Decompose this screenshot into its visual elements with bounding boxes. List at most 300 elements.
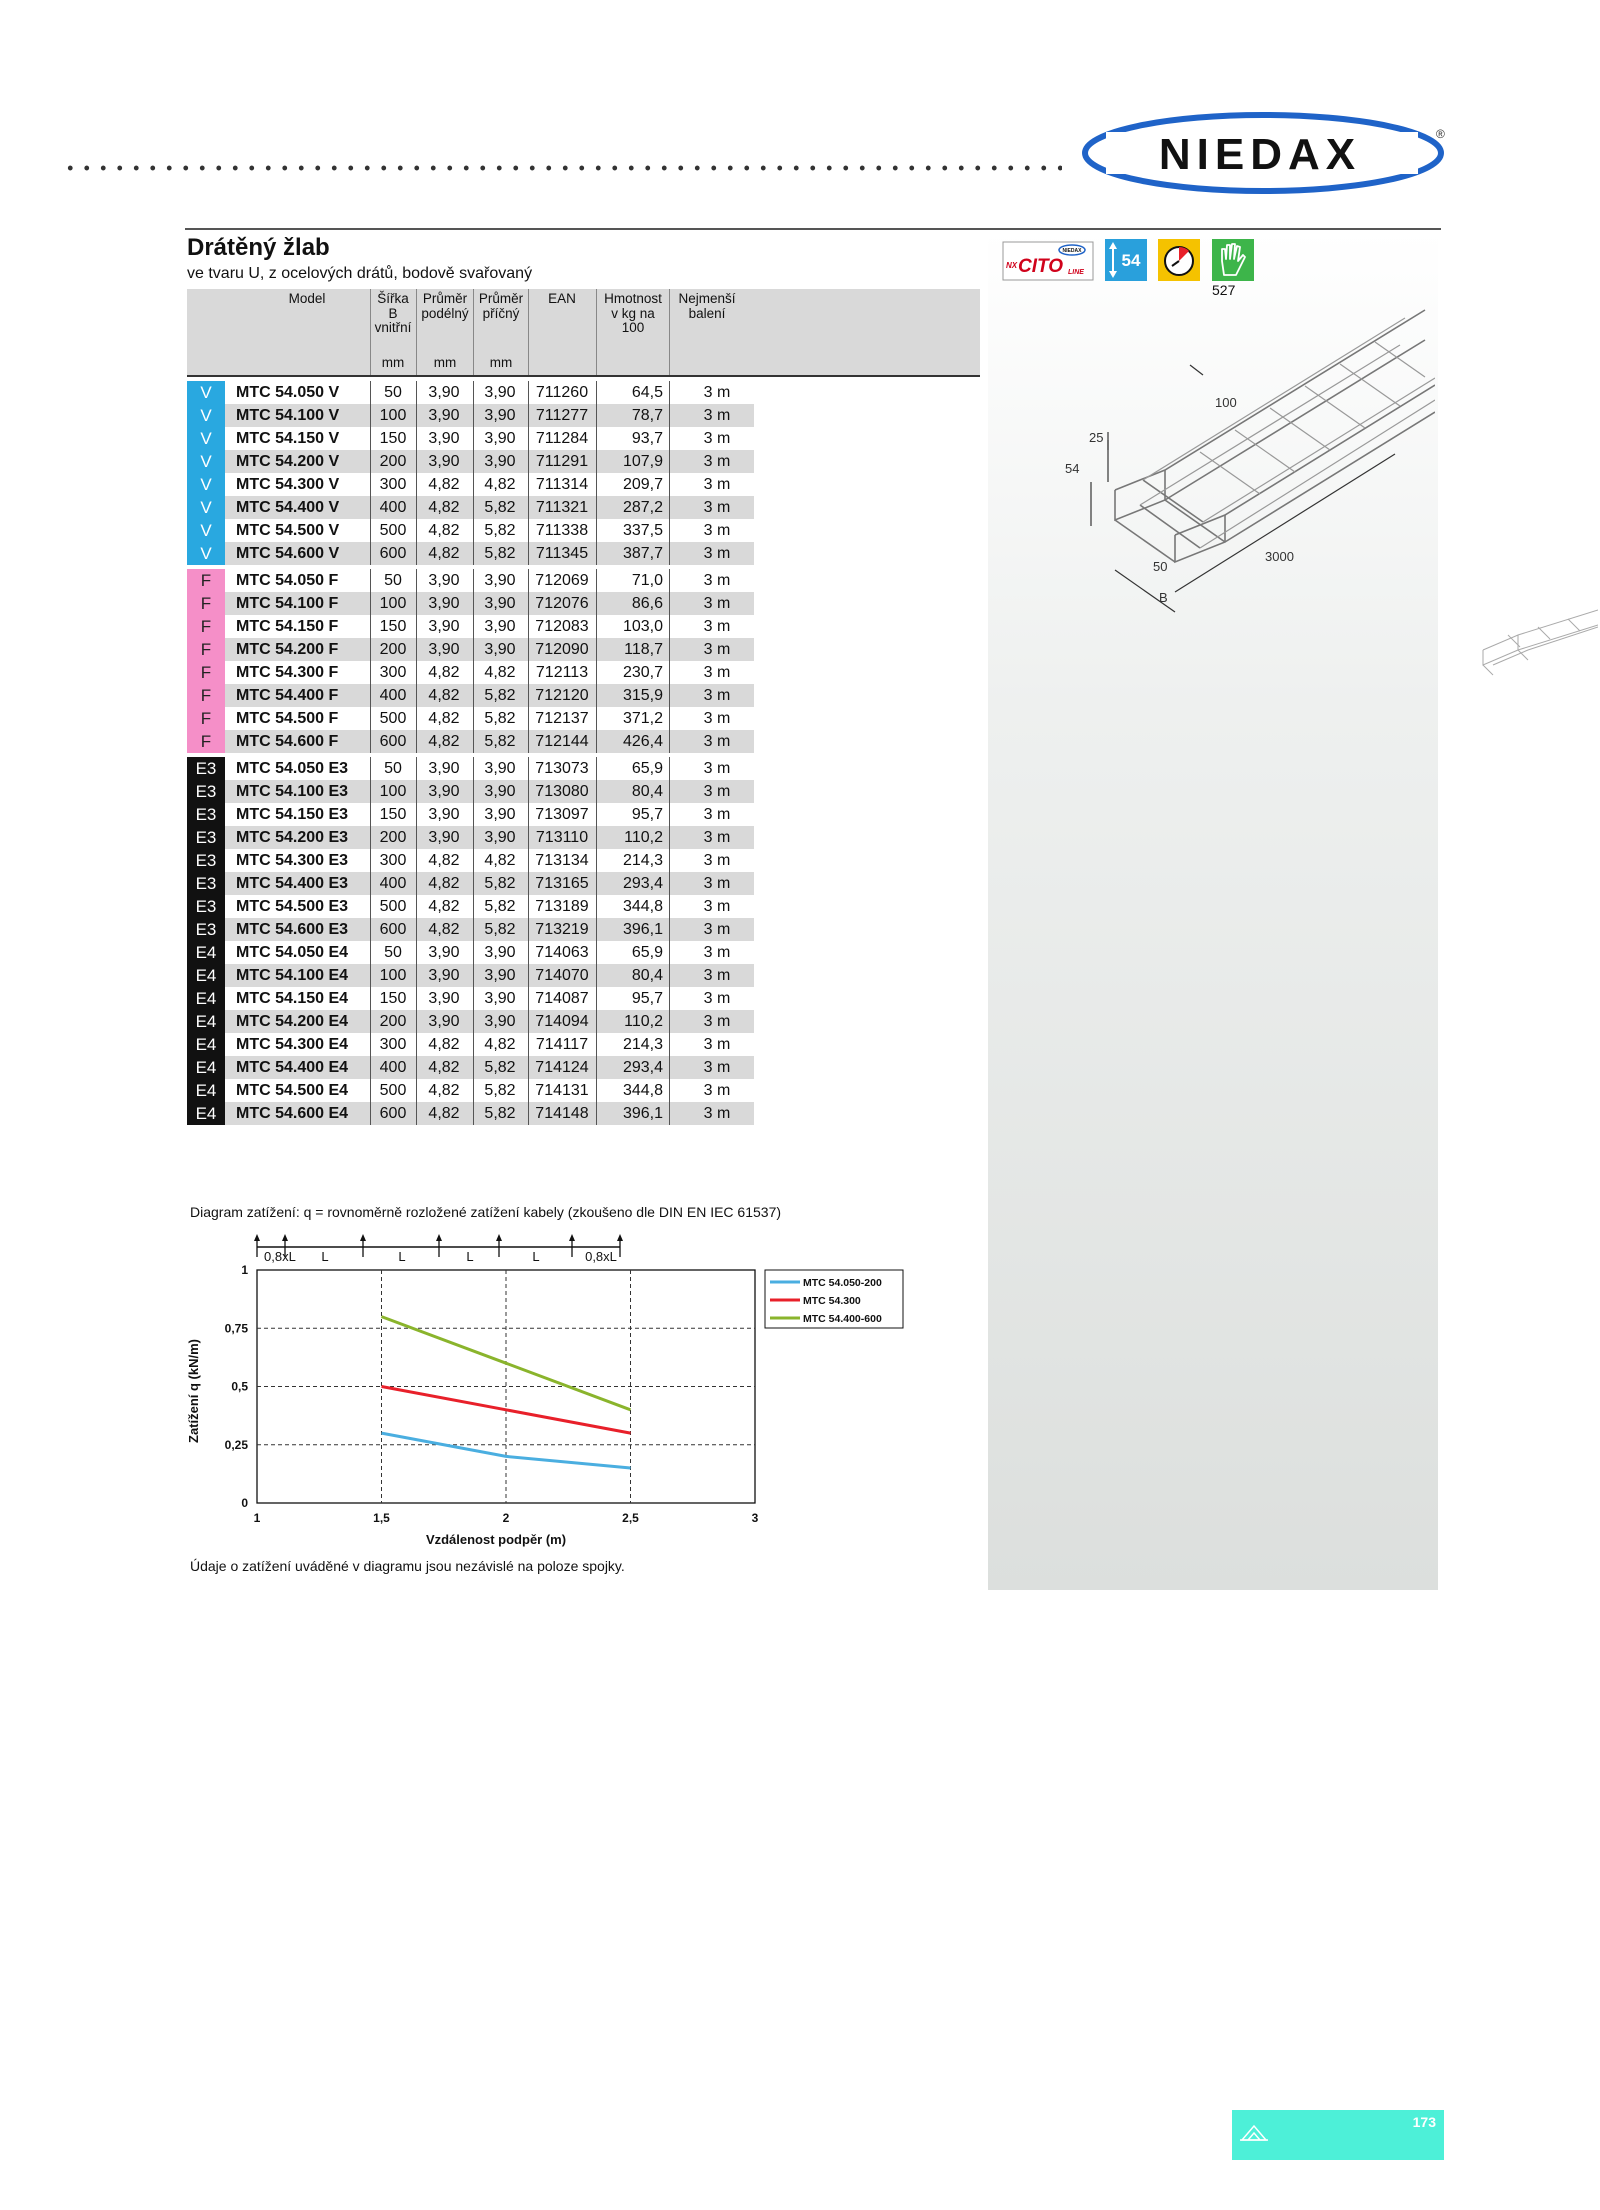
- packaging-cell: 3 m: [703, 453, 731, 470]
- cross-diameter-cell: 3,90: [484, 572, 516, 589]
- long-diameter-cell: 3,90: [428, 806, 460, 823]
- model-cell: MTC 54.600 E4: [236, 1105, 349, 1122]
- header-model: Model: [288, 291, 326, 306]
- support-arrowhead: [496, 1234, 502, 1241]
- support-arrowhead: [617, 1234, 623, 1241]
- model-cell: MTC 54.100 F: [236, 595, 339, 612]
- model-cell: MTC 54.200 E4: [236, 1013, 349, 1030]
- packaging-cell: 3 m: [703, 430, 731, 447]
- model-cell: MTC 54.200 F: [236, 641, 339, 658]
- width-cell: 50: [384, 384, 402, 401]
- finish-badge: E4: [187, 1010, 225, 1033]
- weight-cell: 103,0: [622, 618, 663, 635]
- width-cell: 200: [379, 1013, 407, 1030]
- table-row: [187, 707, 754, 730]
- cross-diameter-cell: 4,82: [484, 664, 516, 681]
- long-diameter-cell: 3,90: [428, 595, 460, 612]
- long-diameter-cell: 4,82: [428, 499, 460, 516]
- long-diameter-cell: 3,90: [428, 829, 460, 846]
- cross-diameter-cell: 5,82: [484, 1059, 516, 1076]
- packaging-cell: 3 m: [703, 687, 731, 704]
- packaging-cell: 3 m: [703, 733, 731, 750]
- table-group: [187, 757, 754, 1125]
- packaging-cell: 3 m: [703, 710, 731, 727]
- packaging-cell: 3 m: [703, 1082, 731, 1099]
- dim-3000-label: 3000: [1265, 549, 1294, 564]
- ean-cell: 713080: [535, 783, 589, 800]
- table-header: [187, 289, 980, 377]
- ean-cell: 713073: [535, 760, 589, 777]
- x-axis-label: Vzdálenost podpěr (m): [425, 1532, 567, 1547]
- weight-cell: 95,7: [631, 806, 663, 823]
- table-row: [187, 450, 754, 473]
- table-row: [187, 404, 754, 427]
- table-row: [187, 1079, 754, 1102]
- ean-cell: 712144: [535, 733, 589, 750]
- width-cell: 150: [379, 430, 407, 447]
- finish-badge: F: [187, 707, 225, 730]
- width-cell: 50: [384, 760, 402, 777]
- width-cell: 600: [379, 733, 407, 750]
- ean-cell: 712076: [535, 595, 589, 612]
- table-row: [187, 473, 754, 496]
- width-cell: 200: [379, 641, 407, 658]
- table-row: [187, 895, 754, 918]
- dim-100-label: 100: [1215, 395, 1237, 410]
- packaging-cell: 3 m: [703, 921, 731, 938]
- y-tick-label: 1: [241, 1263, 248, 1277]
- cross-diameter-cell: 5,82: [484, 875, 516, 892]
- table-row: [187, 638, 754, 661]
- ean-cell: 714148: [535, 1105, 589, 1122]
- long-diameter-cell: 4,82: [428, 710, 460, 727]
- cross-diameter-cell: 3,90: [484, 760, 516, 777]
- weight-cell: 287,2: [622, 499, 663, 516]
- weight-cell: 80,4: [631, 967, 663, 984]
- span-label: 0,8xL: [264, 1249, 296, 1264]
- table-row: [187, 780, 754, 803]
- long-diameter-cell: 4,82: [428, 852, 460, 869]
- ean-cell: 711338: [535, 522, 589, 539]
- weight-cell: 214,3: [622, 852, 663, 869]
- ean-cell: 711260: [535, 384, 589, 401]
- finish-badge: F: [187, 661, 225, 684]
- weight-cell: 387,7: [622, 545, 663, 562]
- cross-diameter-cell: 5,82: [484, 1082, 516, 1099]
- model-cell: MTC 54.100 E3: [236, 783, 349, 800]
- ean-cell: 714124: [535, 1059, 589, 1076]
- long-diameter-cell: 3,90: [428, 760, 460, 777]
- long-diameter-cell: 3,90: [428, 407, 460, 424]
- ean-cell: 714094: [535, 1013, 589, 1030]
- finish-badge: E3: [187, 895, 225, 918]
- packaging-cell: 3 m: [703, 407, 731, 424]
- packaging-cell: 3 m: [703, 760, 731, 777]
- finish-badge: E4: [187, 1033, 225, 1056]
- weight-cell: 293,4: [622, 875, 663, 892]
- long-diameter-cell: 4,82: [428, 733, 460, 750]
- support-arrowhead: [436, 1234, 442, 1241]
- width-cell: 400: [379, 687, 407, 704]
- long-diameter-cell: 4,82: [428, 1036, 460, 1053]
- support-arrowhead: [569, 1234, 575, 1241]
- weight-cell: 315,9: [622, 687, 663, 704]
- finish-badge: F: [187, 638, 225, 661]
- diagram-title: Diagram zatížení: q = rovnoměrně rozložené zatížení kabely (zkoušeno dle DIN EN IEC 61537): [190, 1204, 782, 1220]
- legend-entry: MTC 54.050-200: [803, 1277, 882, 1289]
- table-row: [187, 803, 754, 826]
- citoline-icon: [1002, 241, 1094, 281]
- long-diameter-cell: 4,82: [428, 687, 460, 704]
- load-diagram: [180, 1225, 920, 1555]
- table-row: [187, 427, 754, 450]
- model-cell: MTC 54.050 V: [236, 384, 340, 401]
- table-row: [187, 826, 754, 849]
- long-diameter-cell: 4,82: [428, 1059, 460, 1076]
- support-arrowhead: [254, 1234, 260, 1241]
- packaging-cell: 3 m: [703, 641, 731, 658]
- finish-badge: F: [187, 592, 225, 615]
- model-cell: MTC 54.150 F: [236, 618, 339, 635]
- long-diameter-cell: 3,90: [428, 944, 460, 961]
- product-subtitle: ve tvaru U, z ocelových drátů, bodově svařovaný: [187, 265, 533, 282]
- table-row: [187, 684, 754, 707]
- y-tick-label: 0,75: [224, 1321, 248, 1336]
- ean-cell: 714087: [535, 990, 589, 1007]
- width-cell: 100: [379, 783, 407, 800]
- packaging-cell: 3 m: [703, 1013, 731, 1030]
- width-cell: 200: [379, 829, 407, 846]
- span-label: L: [532, 1249, 540, 1264]
- glove-hand-icon: [1212, 239, 1254, 281]
- page-number: 173: [1412, 2114, 1436, 2130]
- width-cell: 300: [379, 476, 407, 493]
- long-diameter-cell: 4,82: [428, 1082, 460, 1099]
- cross-diameter-cell: 4,82: [484, 476, 516, 493]
- packaging-cell: 3 m: [703, 829, 731, 846]
- packaging-cell: 3 m: [703, 664, 731, 681]
- width-cell: 200: [379, 453, 407, 470]
- svg-text:NX: NX: [1006, 261, 1018, 270]
- width-cell: 500: [379, 522, 407, 539]
- model-cell: MTC 54.100 V: [236, 407, 340, 424]
- weight-cell: 209,7: [622, 476, 663, 493]
- table-row: [187, 964, 754, 987]
- packaging-cell: 3 m: [703, 898, 731, 915]
- svg-text:NIEDAX: NIEDAX: [1062, 248, 1082, 254]
- cross-diameter-cell: 3,90: [484, 453, 516, 470]
- legend-entry: MTC 54.300: [803, 1295, 861, 1307]
- width-cell: 50: [384, 572, 402, 589]
- weight-cell: 396,1: [622, 1105, 663, 1122]
- width-cell: 300: [379, 852, 407, 869]
- model-cell: MTC 54.500 F: [236, 710, 339, 727]
- dim-54-label: 54: [1065, 461, 1080, 476]
- model-cell: MTC 54.400 E3: [236, 875, 349, 892]
- table-row: [187, 592, 754, 615]
- width-cell: 500: [379, 710, 407, 727]
- svg-text:CITO: CITO: [1018, 256, 1064, 277]
- finish-badge: E3: [187, 918, 225, 941]
- dotted-divider: [62, 162, 1062, 174]
- span-label: L: [398, 1249, 406, 1264]
- page-footer-box: [1232, 2110, 1444, 2160]
- width-cell: 400: [379, 499, 407, 516]
- model-cell: MTC 54.600 V: [236, 545, 340, 562]
- finish-badge: V: [187, 519, 225, 542]
- ean-cell: 712083: [535, 618, 589, 635]
- span-label: L: [321, 1249, 329, 1264]
- long-diameter-cell: 4,82: [428, 1105, 460, 1122]
- unit-width: mm: [381, 355, 405, 370]
- header-ean: EAN: [548, 291, 576, 306]
- legend-entry: MTC 54.400-600: [803, 1313, 882, 1325]
- packaging-cell: 3 m: [703, 1105, 731, 1122]
- finish-badge: E4: [187, 1056, 225, 1079]
- product-table: [187, 381, 754, 1129]
- cross-diameter-cell: 5,82: [484, 499, 516, 516]
- model-cell: MTC 54.400 E4: [236, 1059, 349, 1076]
- ean-cell: 714131: [535, 1082, 589, 1099]
- ean-cell: 713189: [535, 898, 589, 915]
- cross-diameter-cell: 3,90: [484, 618, 516, 635]
- cross-diameter-cell: 5,82: [484, 733, 516, 750]
- long-diameter-cell: 3,90: [428, 990, 460, 1007]
- weight-cell: 426,4: [622, 733, 663, 750]
- model-cell: MTC 54.300 V: [236, 476, 340, 493]
- finish-badge: E4: [187, 1102, 225, 1125]
- height-54-icon: [1105, 239, 1147, 281]
- x-tick-label: 2,5: [622, 1511, 639, 1525]
- ean-cell: 711314: [535, 476, 589, 493]
- table-row: [187, 519, 754, 542]
- brand-text: NIEDAX: [1158, 130, 1362, 179]
- weight-cell: 118,7: [624, 641, 663, 658]
- header-long-diameter: Průměr podélný: [421, 291, 469, 321]
- header-width: Šířka B vnitřní: [374, 291, 412, 335]
- ean-cell: 714070: [535, 967, 589, 984]
- table-row: [187, 918, 754, 941]
- cross-diameter-cell: 3,90: [484, 990, 516, 1007]
- x-tick-label: 2: [502, 1511, 510, 1525]
- ean-cell: 713134: [535, 852, 589, 869]
- finish-badge: E3: [187, 757, 225, 780]
- finish-badge: F: [187, 684, 225, 707]
- ean-cell: 711291: [535, 453, 589, 470]
- width-cell: 100: [379, 967, 407, 984]
- ean-cell: 711345: [535, 545, 589, 562]
- dim-b-label: B: [1159, 590, 1168, 605]
- ean-cell: 713097: [535, 806, 589, 823]
- finish-badge: E3: [187, 780, 225, 803]
- finish-badge: F: [187, 730, 225, 753]
- cross-diameter-cell: 5,82: [484, 921, 516, 938]
- y-axis-label: Zatížení q (kN/m): [186, 1338, 201, 1444]
- weight-cell: 371,2: [622, 710, 663, 727]
- finish-badge: V: [187, 473, 225, 496]
- ean-cell: 713110: [535, 829, 589, 846]
- weight-cell: 78,7: [631, 407, 663, 424]
- ean-cell: 714117: [535, 1036, 589, 1053]
- model-cell: MTC 54.050 F: [236, 572, 339, 589]
- model-cell: MTC 54.100 E4: [236, 967, 349, 984]
- packaging-cell: 3 m: [703, 476, 731, 493]
- long-diameter-cell: 3,90: [428, 967, 460, 984]
- packaging-cell: 3 m: [703, 499, 731, 516]
- table-group: [187, 381, 754, 565]
- packaging-cell: 3 m: [703, 783, 731, 800]
- model-cell: MTC 54.200 V: [236, 453, 340, 470]
- model-cell: MTC 54.500 V: [236, 522, 340, 539]
- cross-diameter-cell: 4,82: [484, 852, 516, 869]
- packaging-cell: 3 m: [703, 618, 731, 635]
- packaging-cell: 3 m: [703, 522, 731, 539]
- ean-cell: 711284: [535, 430, 589, 447]
- width-cell: 150: [379, 806, 407, 823]
- quick-clock-icon: [1158, 239, 1200, 281]
- long-diameter-cell: 4,82: [428, 664, 460, 681]
- width-cell: 400: [379, 1059, 407, 1076]
- weight-cell: 71,0: [631, 572, 663, 589]
- wire-tray-drawing: [1055, 300, 1435, 630]
- packaging-cell: 3 m: [703, 806, 731, 823]
- packaging-cell: 3 m: [703, 852, 731, 869]
- packaging-cell: 3 m: [703, 944, 731, 961]
- width-cell: 600: [379, 1105, 407, 1122]
- long-diameter-cell: 3,90: [428, 641, 460, 658]
- finish-badge: E4: [187, 964, 225, 987]
- product-title: Drátěný žlab: [187, 234, 330, 261]
- cross-diameter-cell: 5,82: [484, 1105, 516, 1122]
- cross-diameter-cell: 3,90: [484, 783, 516, 800]
- ean-cell: 713165: [535, 875, 589, 892]
- header-cross-diameter: Průměr příčný: [478, 291, 524, 321]
- finish-badge: F: [187, 615, 225, 638]
- width-cell: 500: [379, 1082, 407, 1099]
- packaging-cell: 3 m: [703, 545, 731, 562]
- long-diameter-cell: 4,82: [428, 898, 460, 915]
- model-cell: MTC 54.400 F: [236, 687, 339, 704]
- packaging-cell: 3 m: [703, 595, 731, 612]
- tray-outline-icon: [1238, 2118, 1270, 2150]
- model-cell: MTC 54.200 E3: [236, 829, 349, 846]
- weight-cell: 65,9: [631, 760, 663, 777]
- registered-mark: ®: [1436, 127, 1445, 141]
- ean-cell: 711321: [535, 499, 589, 516]
- y-tick-label: 0,25: [224, 1437, 248, 1452]
- cross-diameter-cell: 3,90: [484, 407, 516, 424]
- model-cell: MTC 54.150 V: [236, 430, 340, 447]
- model-cell: MTC 54.050 E4: [236, 944, 349, 961]
- model-cell: MTC 54.050 E3: [236, 760, 349, 777]
- ean-cell: 714063: [535, 944, 589, 961]
- width-cell: 300: [379, 1036, 407, 1053]
- cross-diameter-cell: 3,90: [484, 595, 516, 612]
- cross-diameter-cell: 3,90: [484, 806, 516, 823]
- finish-badge: E4: [187, 1079, 225, 1102]
- long-diameter-cell: 3,90: [428, 618, 460, 635]
- table-row: [187, 872, 754, 895]
- table-row: [187, 730, 754, 753]
- model-cell: MTC 54.150 E4: [236, 990, 349, 1007]
- weight-cell: 65,9: [631, 944, 663, 961]
- cross-diameter-cell: 3,90: [484, 641, 516, 658]
- x-tick-label: 3: [751, 1511, 759, 1525]
- finish-badge: V: [187, 542, 225, 565]
- header-packaging: Nejmenší balení: [678, 291, 736, 321]
- weight-cell: 110,2: [624, 1013, 663, 1030]
- table-group: [187, 569, 754, 753]
- span-label: 0,8xL: [585, 1249, 617, 1264]
- cross-diameter-cell: 3,90: [484, 967, 516, 984]
- dim-50-label: 50: [1153, 559, 1168, 574]
- packaging-cell: 3 m: [703, 990, 731, 1007]
- ean-cell: 712069: [535, 572, 589, 589]
- model-cell: MTC 54.300 F: [236, 664, 339, 681]
- width-cell: 400: [379, 875, 407, 892]
- y-tick-label: 0: [241, 1496, 248, 1510]
- table-row: [187, 1010, 754, 1033]
- table-row: [187, 615, 754, 638]
- weight-cell: 86,6: [631, 595, 663, 612]
- weight-cell: 293,4: [622, 1059, 663, 1076]
- diagram-footnote: Údaje o zatížení uváděné v diagramu jsou nezávislé na poloze spojky.: [190, 1558, 625, 1574]
- weight-cell: 337,5: [622, 522, 663, 539]
- model-cell: MTC 54.500 E3: [236, 898, 349, 915]
- x-tick-label: 1,5: [373, 1511, 390, 1525]
- catalog-number: 527: [1212, 282, 1236, 298]
- table-row: [187, 381, 754, 404]
- table-row: [187, 496, 754, 519]
- span-label: L: [466, 1249, 474, 1264]
- table-row: [187, 941, 754, 964]
- table-row: [187, 1102, 754, 1125]
- ean-cell: 712120: [535, 687, 589, 704]
- svg-text:54: 54: [1121, 251, 1141, 270]
- width-cell: 150: [379, 618, 407, 635]
- finish-badge: V: [187, 381, 225, 404]
- unit-long-diameter: mm: [433, 355, 457, 370]
- weight-cell: 344,8: [622, 898, 663, 915]
- ean-cell: 711277: [535, 407, 589, 424]
- weight-cell: 80,4: [631, 783, 663, 800]
- packaging-cell: 3 m: [703, 572, 731, 589]
- cross-diameter-cell: 3,90: [484, 1013, 516, 1030]
- cross-diameter-cell: 5,82: [484, 898, 516, 915]
- packaging-cell: 3 m: [703, 1059, 731, 1076]
- weight-cell: 95,7: [631, 990, 663, 1007]
- table-row: [187, 757, 754, 780]
- width-cell: 150: [379, 990, 407, 1007]
- table-row: [187, 542, 754, 565]
- ean-cell: 713219: [535, 921, 589, 938]
- weight-cell: 230,7: [622, 664, 663, 681]
- finish-badge: V: [187, 450, 225, 473]
- cross-diameter-cell: 5,82: [484, 710, 516, 727]
- long-diameter-cell: 4,82: [428, 476, 460, 493]
- table-row: [187, 987, 754, 1010]
- long-diameter-cell: 3,90: [428, 572, 460, 589]
- weight-cell: 93,7: [631, 430, 663, 447]
- table-row: [187, 1056, 754, 1079]
- table-row: [187, 1033, 754, 1056]
- unit-cross-diameter: mm: [489, 355, 513, 370]
- width-cell: 100: [379, 407, 407, 424]
- long-diameter-cell: 4,82: [428, 875, 460, 892]
- long-diameter-cell: 4,82: [428, 522, 460, 539]
- cross-diameter-cell: 4,82: [484, 1036, 516, 1053]
- finish-badge: V: [187, 404, 225, 427]
